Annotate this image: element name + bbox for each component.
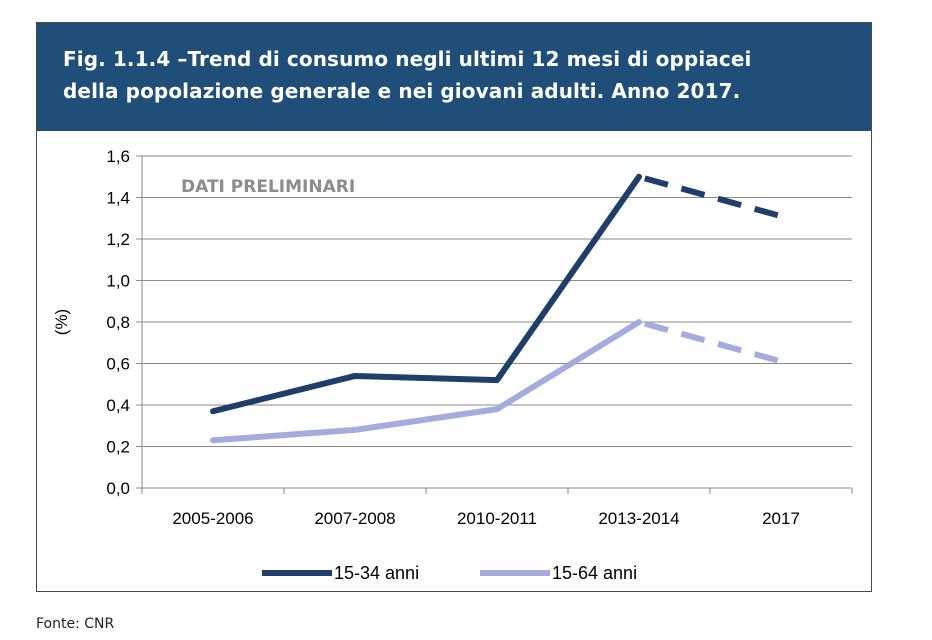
x-tick-label: 2010-2011 [456,509,538,528]
y-tick-label: 0,4 [106,396,130,415]
y-tick-label: 0,2 [106,437,130,457]
preliminary-data-note: DATI PRELIMINARI [181,177,356,197]
series-line-solid [213,322,639,440]
series-15-34-anni [213,177,781,411]
series-line-dashed [639,177,781,216]
y-tick-label: 1,2 [106,230,130,249]
chart-title-line-1: Fig. 1.1.4 –Trend di consumo negli ultimi 12 mesi di oppiacei [63,47,752,71]
x-tick-label: 2013-2014 [598,509,680,528]
source-note: Fonte: CNR [36,616,115,632]
y-tick-label: 0,0 [106,479,130,498]
series-line-dashed [639,322,781,361]
legend [262,563,637,583]
y-tick-label: 1,0 [106,271,130,291]
legend-label: 15-64 anni [552,563,638,583]
y-tick-label: 0,8 [106,313,130,332]
y-axis-label: (%) [52,308,71,336]
series-lines [213,177,781,441]
legend-label: 15-34 anni [334,563,420,583]
series-line-solid [213,177,639,411]
axes [142,156,852,494]
y-tick-label: 0,6 [106,354,130,374]
y-tick-labels [106,147,130,498]
x-tick-labels [172,509,800,528]
x-tick-label: 2005-2006 [172,509,254,528]
x-tick-label: 2007-2008 [314,509,396,528]
y-tick-label: 1,6 [106,147,130,166]
chart-title-line-2: della popolazione generale e nei giovani adulti. Anno 2017. [63,79,741,103]
x-tick-label: 2017 [762,509,800,528]
y-tick-label: 1,4 [106,188,130,208]
